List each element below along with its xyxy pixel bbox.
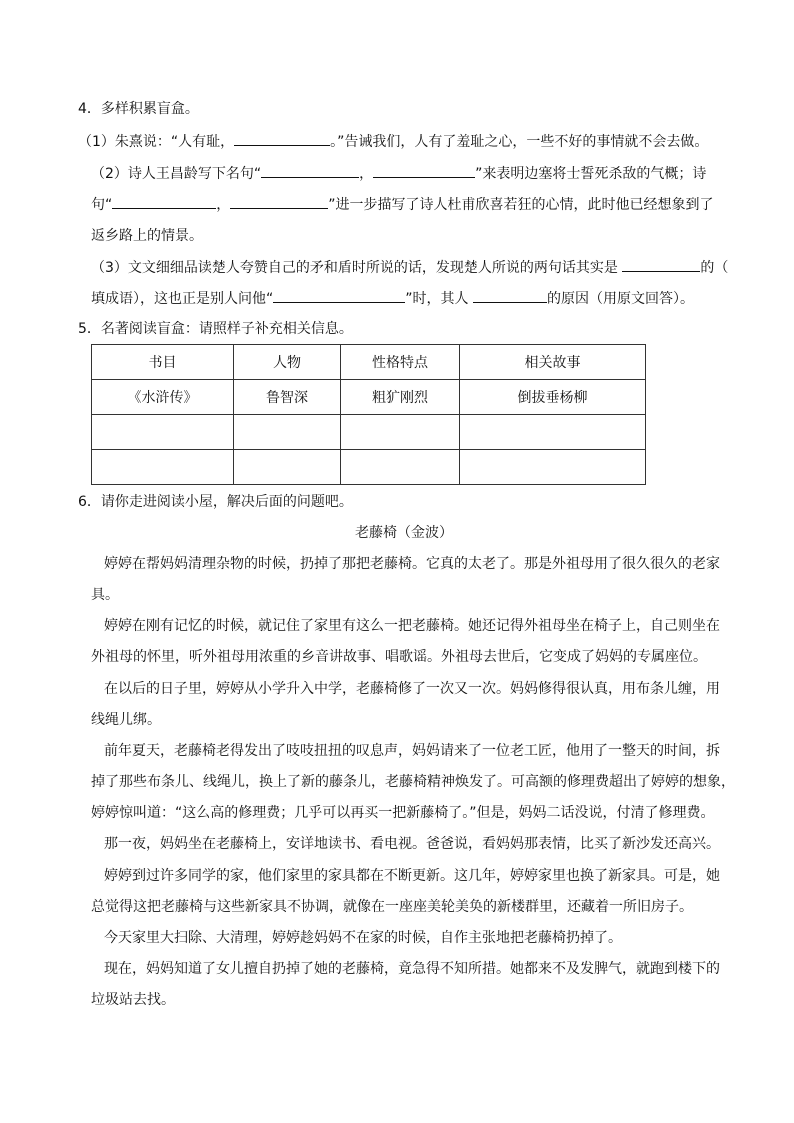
table-header-row [92,345,646,380]
q4-item-2-text-e: ， [216,197,231,213]
q4-item-3-text-b: 的（ [700,260,729,276]
passage-line: 外祖母的怀里，听外祖母用浓重的乡音讲故事、唱歌谣。外祖母去世后，它变成了妈妈的专属座位。 [91,649,707,665]
table-row-blank-2 [92,450,646,485]
book-info-table [91,344,646,485]
q4-item-3-text-d: ”时，其人 [405,291,469,307]
cell-character: 鲁智深 [234,380,341,415]
blank-cell[interactable] [234,450,341,485]
passage-line: 那一夜，妈妈坐在老藤椅上，安详地读书、看电视。爸爸说，看妈妈那表情，比买了新沙发还高兴。 [104,836,720,852]
q4-item-2-text-d: 句“ [91,197,113,213]
answer-blank-1[interactable] [234,131,330,146]
blank-cell[interactable] [341,415,460,450]
answer-blank-3[interactable] [373,163,475,178]
q4-item-2 [91,163,706,184]
cell-story: 倒拔垂杨柳 [460,380,646,415]
q4-item-3-text-a: （3）文文细细品读楚人夸赞自己的矛和盾时所说的话，发现楚人所说的两句话其实是 [91,260,618,276]
blank-cell[interactable] [460,450,646,485]
blank-cell[interactable] [234,415,341,450]
q4-item-1 [78,131,708,152]
blank-cell[interactable] [460,415,646,450]
header-character: 人物 [234,345,341,380]
answer-blank-5[interactable] [230,194,328,209]
header-personality: 性格特点 [341,345,460,380]
q4-item-2-text-b: ， [359,166,374,182]
passage-line: 在以后的日子里，婷婷从小学升入中学，老藤椅修了一次又一次。妈妈修得很认真，用布条儿缠，用 [104,681,720,697]
blank-cell[interactable] [92,450,234,485]
q4-item-3-cont [91,288,694,309]
answer-blank-8[interactable] [473,288,547,303]
blank-cell[interactable] [92,415,234,450]
passage-line: 总觉得这把老藤椅与这些新家具不协调，就像在一座座美轮美奂的新楼群里，还藏着一所旧房子。 [91,899,693,915]
q4-title: 4．多样积累盲盒。 [78,101,199,117]
passage-title: 老藤椅（金波） [355,525,453,541]
blank-cell[interactable] [341,450,460,485]
passage-line: 掉了那些布条儿、线绳儿，换上了新的藤条儿，老藤椅精神焕发了。可高额的修理费超出了婷婷的想象， [91,774,735,790]
q5-title: 5．名著阅读盲盒：请照样子补充相关信息。 [78,321,353,337]
passage-line: 婷婷惊叫道：“这么高的修理费；几乎可以再买一把新藤椅了。”但是，妈妈二话没说，付清了修理费。 [91,805,715,821]
cell-book: 《水浒传》 [92,380,234,415]
q4-item-2-text-a: （2）诗人王昌龄写下名句“ [91,166,262,182]
header-story: 相关故事 [460,345,646,380]
answer-blank-2[interactable] [261,163,359,178]
passage-line: 垃圾站去找。 [91,992,175,1008]
passage-line: 前年夏天，老藤椅老得发出了吱吱扭扭的叹息声，妈妈请来了一位老工匠，他用了一整天的时间，拆 [104,743,720,759]
answer-blank-6[interactable] [622,257,700,272]
passage-line: 现在，妈妈知道了女儿擅自扔掉了她的老藤椅，竟急得不知所措。她都来不及发脾气，就跑到楼下的 [104,961,720,977]
passage-line: 今天家里大扫除、大清理，婷婷趁妈妈不在家的时候，自作主张地把老藤椅扔掉了。 [104,930,622,946]
q4-item-3-text-e: 的原因（用原文回答）。 [546,291,694,307]
q4-item-2-text-c: ”来表明边塞将士誓死杀敌的气概；诗 [475,166,707,182]
answer-blank-4[interactable] [112,194,216,209]
q4-item-2-text-f: ”进一步描写了诗人杜甫欣喜若狂的心情，此时他已经想象到了 [328,197,714,213]
cell-personality: 粗犷刚烈 [341,380,460,415]
q4-item-3 [91,257,728,278]
passage-line: 线绳儿绑。 [91,712,161,728]
passage-line: 婷婷在帮妈妈清理杂物的时候，扔掉了那把老藤椅。它真的太老了。那是外祖母用了很久很久的老家 [104,556,720,572]
q4-item-1-text-b: 。”告诫我们，人有了羞耻之心，一些不好的事情就不会去做。 [330,134,709,150]
table-row-blank-1 [92,415,646,450]
table-row-example [92,380,646,415]
q4-item-2-cont [91,194,714,215]
q4-item-3-text-c: 填成语），这也正是别人问他“ [91,291,274,307]
q4-item-2-end: 返乡路上的情景。 [91,228,203,244]
answer-blank-7[interactable] [273,288,405,303]
passage-line: 婷婷在刚有记忆的时候，就记住了家里有这么一把老藤椅。她还记得外祖母坐在椅子上，自己则坐在 [104,618,720,634]
q4-item-1-text-a: （1）朱熹说：“人有耻， [78,134,235,150]
passage-line: 婷婷到过许多同学的家，他们家里的家具都在不断更新。这几年，婷婷家里也换了新家具。可是，她 [104,868,720,884]
passage-line: 具。 [91,587,119,603]
q6-title: 6．请你走进阅读小屋，解决后面的问题吧。 [78,494,353,510]
header-book: 书目 [92,345,234,380]
